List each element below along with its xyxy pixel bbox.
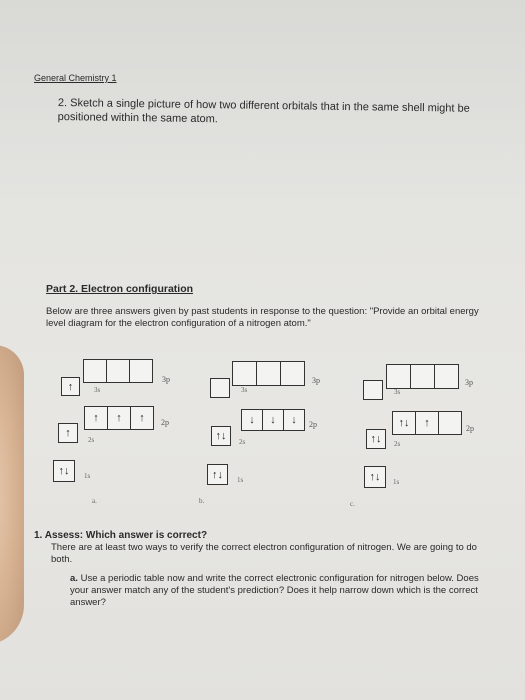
orbital-3p-box: [280, 361, 305, 386]
orbital-3p-box: [106, 359, 130, 383]
orbital-3p-box: [83, 359, 107, 383]
label-2s: 2s: [239, 438, 246, 446]
orbital-2p-box: ↓: [283, 409, 305, 431]
diagram-c-label: c.: [350, 500, 355, 508]
label-3s: 3s: [94, 386, 101, 394]
orbital-3s-box: ↑: [61, 377, 80, 396]
assess-question: [34, 530, 207, 541]
orbital-2s-box: ↑↓: [366, 429, 386, 449]
orbital-2p-box: ↑: [415, 411, 439, 435]
label-2s: 2s: [88, 436, 95, 444]
orbital-2p-box: ↓: [262, 409, 284, 431]
assess-body: There are at least two ways to verify the correct electron configuration of nitrogen. We are going to do both.: [51, 542, 477, 565]
assess-title: Assess: Which answer is correct?: [44, 530, 208, 541]
diagram-a-label: a.: [92, 497, 97, 505]
orbital-1s-box: ↑↓: [364, 466, 386, 488]
orbital-2s-box: ↑↓: [211, 426, 231, 446]
orbital-3p-box: [129, 359, 153, 383]
orbital-3s-box: [210, 378, 230, 398]
label-3p: 3p: [162, 375, 170, 384]
label-3s: 3s: [394, 388, 401, 396]
orbital-2s-box: ↑: [58, 423, 78, 443]
orbital-3p-box: [434, 364, 459, 389]
orbital-2p-box: ↓: [241, 409, 263, 431]
orbital-2p-box: [438, 411, 462, 435]
part2-title: Part 2. Electron configuration: [46, 283, 194, 295]
label-2p: 2p: [466, 424, 474, 433]
orbital-2p-box: ↑: [107, 406, 131, 430]
orbital-3p-box: [256, 361, 281, 386]
orbital-3p-box: [386, 364, 411, 389]
question-2: [58, 96, 478, 130]
label-3p: 3p: [312, 376, 320, 385]
label-1s: 1s: [393, 478, 400, 486]
label-1s: 1s: [84, 472, 91, 480]
orbital-2p-box: ↑: [84, 406, 108, 430]
label-3p: 3p: [465, 378, 473, 387]
orbital-3s-box: [363, 380, 383, 400]
orbital-1s-box: ↑↓: [53, 460, 75, 482]
diagram-b-label: b.: [199, 497, 205, 505]
label-3s: 3s: [241, 386, 248, 394]
assess-part-a-text: Use a periodic table now and write the correct electronic configuration for nitrogen below. Does your answer match any of the student's prediction? Does it help narrow down which is the correct answer?: [70, 573, 479, 608]
course-header: General Chemistry 1: [34, 73, 117, 83]
orbital-1s-box: ↑↓: [207, 464, 228, 485]
part2-intro: Below are three answers given by past students in response to the question: "Provide an orbital energy level diagram for the electron configuration of a nitrogen atom.": [46, 306, 479, 329]
label-2p: 2p: [309, 420, 317, 429]
label-2s: 2s: [394, 440, 401, 448]
question-2-number: 2.: [57, 96, 68, 110]
assess-part-a: [70, 573, 490, 609]
orbital-2p-box: ↑↓: [392, 411, 416, 435]
label-1s: 1s: [237, 476, 244, 484]
question-2-text: Sketch a single picture of how two different orbitals that in the same shell might be positioned within the same atom.: [57, 97, 470, 126]
orbital-2p-box: ↑: [130, 406, 154, 430]
assess-part-a-label: a.: [70, 573, 78, 584]
orbital-3p-box: [410, 364, 435, 389]
orbital-3p-box: [232, 361, 257, 386]
assess-number: 1.: [34, 530, 43, 541]
label-2p: 2p: [161, 418, 169, 427]
